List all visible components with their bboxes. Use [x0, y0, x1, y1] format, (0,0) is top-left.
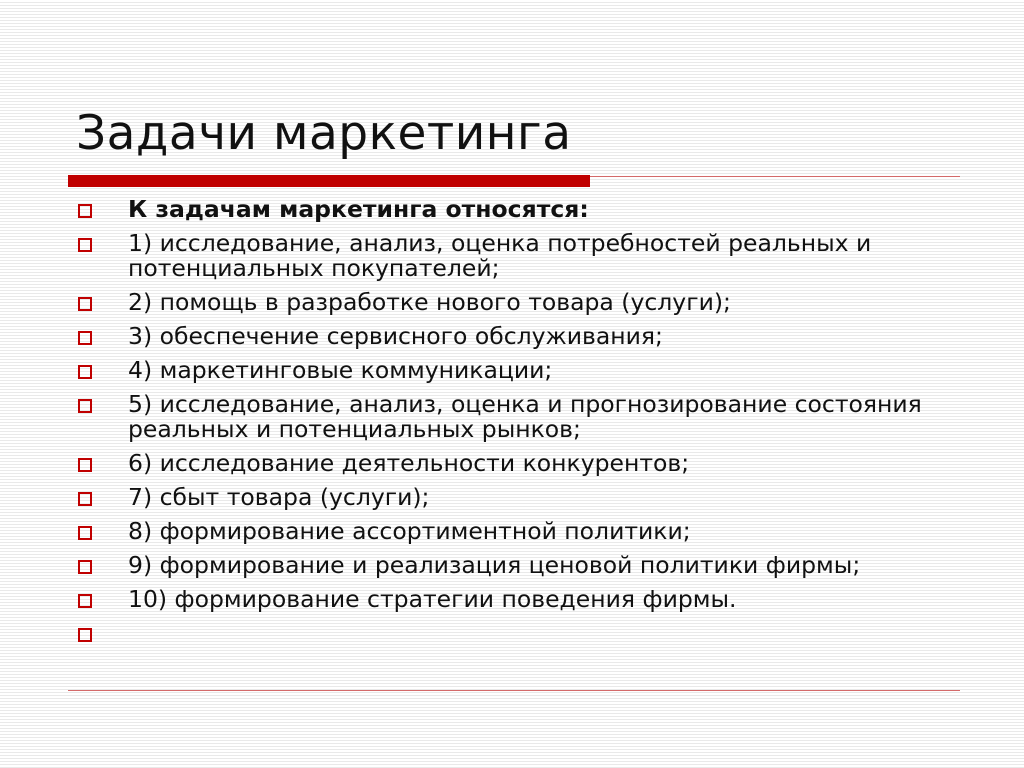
square-bullet-icon: [78, 204, 92, 218]
title-underline-thin: [590, 176, 960, 177]
square-bullet-icon: [78, 492, 92, 506]
list-item: [76, 392, 956, 442]
square-bullet-icon: [78, 628, 92, 642]
list-item: [76, 587, 956, 612]
list-item: [76, 485, 956, 510]
list-item: [76, 621, 956, 646]
list-item-text: 6) исследование деятельности конкурентов;: [128, 449, 690, 477]
list-item: [76, 290, 956, 315]
square-bullet-icon: [78, 331, 92, 345]
list-item: [76, 358, 956, 383]
bottom-divider: [68, 690, 960, 691]
list-item-text: 3) обеспечение сервисного обслуживания;: [128, 322, 663, 350]
list-item: [76, 553, 956, 578]
list-item-text: 7) сбыт товара (услуги);: [128, 483, 430, 511]
list-item-text: 9) формирование и реализация ценовой политики фирмы;: [128, 551, 861, 579]
square-bullet-icon: [78, 399, 92, 413]
list-item: [76, 519, 956, 544]
list-item-text: 8) формирование ассортиментной политики;: [128, 517, 691, 545]
square-bullet-icon: [78, 238, 92, 252]
list-item: [76, 197, 956, 222]
title-underline-red: [68, 175, 590, 187]
square-bullet-icon: [78, 365, 92, 379]
square-bullet-icon: [78, 560, 92, 574]
list-item: [76, 451, 956, 476]
list-item-text: 10) формирование стратегии поведения фирмы.: [128, 585, 737, 613]
slide-title: Задачи маркетинга: [76, 106, 572, 161]
square-bullet-icon: [78, 526, 92, 540]
list-item: [76, 231, 956, 281]
list-item-text: 5) исследование, анализ, оценка и прогнозирование состояния реальных и потенциальных рынков;: [128, 390, 922, 443]
list-item: [76, 324, 956, 349]
square-bullet-icon: [78, 594, 92, 608]
list-item-text: 4) маркетинговые коммуникации;: [128, 356, 553, 384]
bullet-list: [76, 197, 956, 655]
square-bullet-icon: [78, 297, 92, 311]
list-item-text: 1) исследование, анализ, оценка потребностей реальных и потенциальных покупателей;: [128, 229, 872, 282]
list-item-text: К задачам маркетинга относятся:: [128, 195, 589, 223]
list-item-text: 2) помощь в разработке нового товара (услуги);: [128, 288, 731, 316]
square-bullet-icon: [78, 458, 92, 472]
